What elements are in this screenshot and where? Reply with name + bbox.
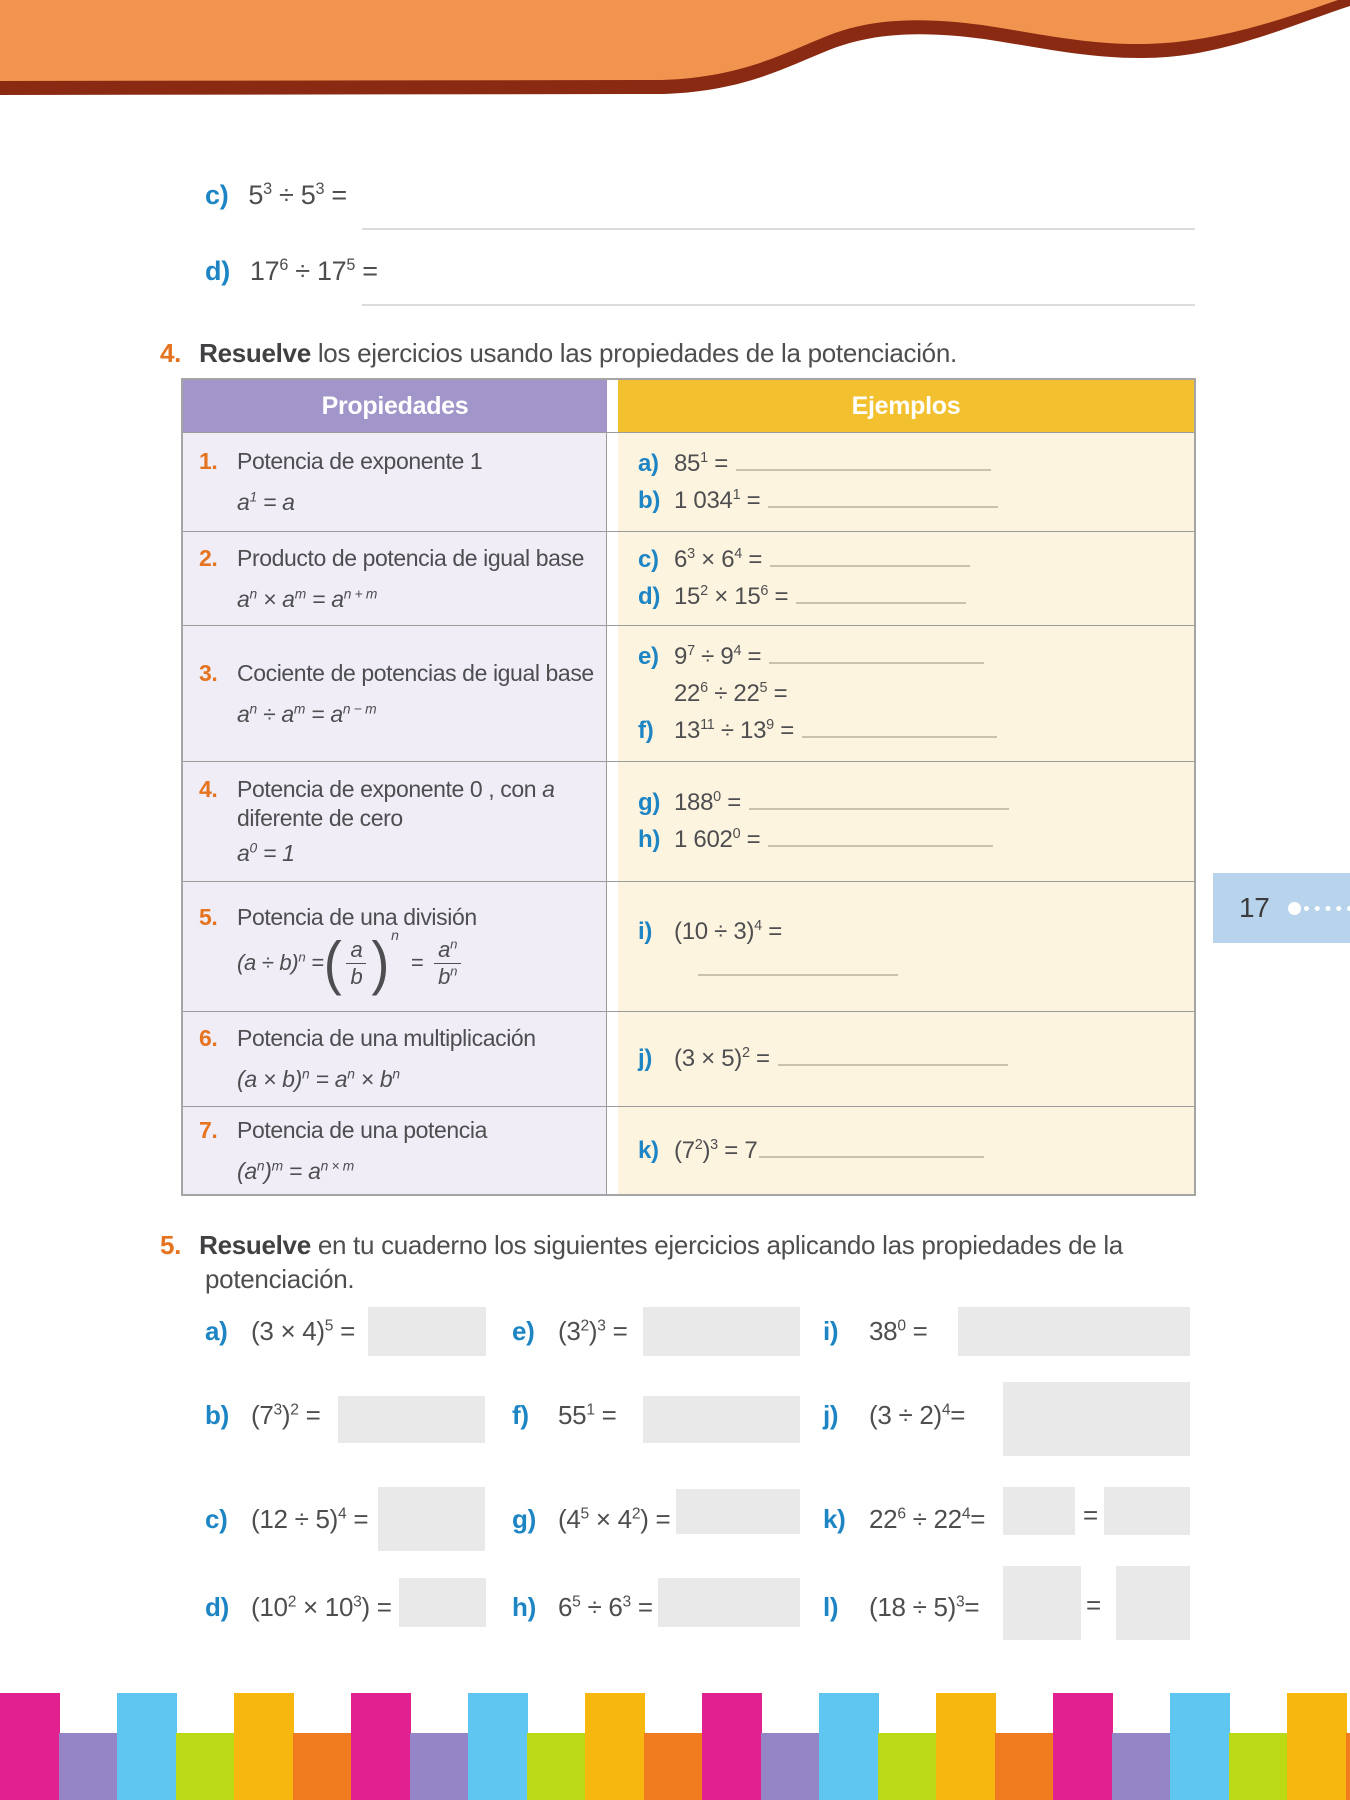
answer-box-e[interactable]	[643, 1307, 800, 1356]
footer-bar	[468, 1693, 528, 1800]
page-number-tab[interactable]	[1213, 873, 1350, 943]
table-row	[183, 882, 1194, 1012]
answer-box-h[interactable]	[658, 1578, 800, 1627]
example-expression: $85^1$ =	[674, 449, 728, 477]
example-expression: $(10 \div 3)^4$ =	[674, 917, 782, 945]
item-letter: l)	[823, 1592, 839, 1622]
exercise5-item-d	[205, 1592, 392, 1623]
example-letter: e)	[638, 642, 659, 670]
item-expression: $(3 \div 2)^4=$	[869, 1400, 966, 1430]
property-number: 5.	[199, 903, 218, 930]
exercise-number: 4.	[160, 338, 182, 368]
item-expression: $6^5 \div 6^3$ =	[558, 1592, 653, 1622]
item-letter: b)	[205, 1400, 229, 1430]
examples-cell	[618, 532, 1194, 625]
item-letter: c)	[205, 180, 229, 210]
table-row	[183, 762, 1194, 882]
column-gap	[607, 380, 618, 432]
answer-box-d[interactable]	[399, 1578, 486, 1627]
exercise5-item-b	[205, 1400, 320, 1431]
exercise5-heading: 5. Resuelve en tu cuaderno los siguientes ejercicios aplicando las propiedades de la potenciación.	[160, 1230, 1123, 1294]
footer-bar	[585, 1693, 645, 1800]
answer-line[interactable]	[768, 494, 998, 508]
item-expression: $(12 \div 5)^4$ =	[251, 1504, 369, 1534]
footer-color-bars	[0, 1690, 1350, 1800]
answer-line[interactable]	[749, 796, 1009, 810]
property-cell	[183, 433, 607, 531]
example-expression: $13^{11} \div 13^9$ =	[674, 716, 794, 744]
answer-line[interactable]	[698, 962, 898, 976]
property-cell	[183, 532, 607, 625]
footer-bar	[1287, 1693, 1347, 1800]
dot-icon	[1288, 902, 1301, 915]
property-title: Potencia de una potencia	[237, 1116, 487, 1143]
answer-line[interactable]	[770, 553, 970, 567]
item-expression: $17^6 \div 17^5$ =	[249, 256, 378, 286]
property-number: 4.	[199, 776, 218, 802]
example-letter: g)	[638, 789, 661, 816]
footer-bar	[293, 1733, 353, 1800]
exercise5-item-l	[823, 1592, 979, 1623]
footer-bar	[1170, 1693, 1230, 1800]
footer-bar	[936, 1693, 996, 1800]
exercise5-item-j	[823, 1400, 965, 1431]
footer-bar	[1112, 1733, 1172, 1800]
footer-bar	[878, 1733, 938, 1800]
property-number: 3.	[199, 659, 218, 686]
example-letter: j)	[638, 1045, 653, 1072]
item-expression: $(3 \times 4)^5$ =	[251, 1316, 355, 1346]
answer-box-a[interactable]	[368, 1307, 486, 1356]
item-expression: $38^0$ =	[869, 1316, 928, 1346]
example-letter: i)	[638, 917, 653, 945]
answer-box-g[interactable]	[676, 1489, 800, 1534]
property-title: Potencia de exponente 1	[237, 448, 483, 474]
property-formula: $a^n \times a^m = a^{n + m}$	[237, 585, 378, 612]
property-cell	[183, 626, 607, 761]
example-letter: k)	[638, 1136, 659, 1164]
property-formula: $a^0 = 1$	[237, 840, 295, 866]
item-letter: h)	[512, 1592, 536, 1622]
examples-cell	[618, 1012, 1194, 1106]
exercise3-item-c	[205, 180, 347, 211]
footer-bar	[1229, 1733, 1289, 1800]
footer-bar	[702, 1693, 762, 1800]
equals-sign: =	[1083, 1500, 1098, 1530]
footer-bar	[527, 1733, 587, 1800]
answer-box-c[interactable]	[378, 1487, 485, 1551]
property-title: Cociente de potencias de igual base	[237, 659, 594, 686]
answer-box-l2[interactable]	[1116, 1566, 1190, 1640]
example-expression: $22^6 \div 22^5$ =	[674, 679, 788, 707]
item-letter: j)	[823, 1400, 839, 1430]
footer-bar	[117, 1693, 177, 1800]
exercise5-item-h	[512, 1592, 653, 1623]
example-expression: 1 $602^0$ =	[674, 826, 761, 853]
property-formula: $(a^n)^m = a^{n \times m}$	[237, 1157, 354, 1184]
item-letter: i)	[823, 1316, 839, 1346]
item-expression: $5^3 \div 5^3$ =	[248, 180, 347, 210]
exercise-number: 5.	[160, 1230, 182, 1260]
footer-bar	[234, 1693, 294, 1800]
example-expression: $9^7 \div 9^4$ =	[674, 642, 762, 670]
table-row	[183, 1012, 1194, 1107]
table-row	[183, 1107, 1194, 1194]
answer-box-i[interactable]	[958, 1307, 1190, 1356]
answer-line[interactable]	[778, 1052, 1008, 1066]
equals-sign: =	[1086, 1590, 1101, 1620]
answer-line[interactable]	[802, 724, 997, 738]
property-formula: $a^1 = a$	[237, 489, 295, 515]
example-expression: $(3 \times 5)^2$ =	[674, 1045, 770, 1072]
examples-cell	[618, 1107, 1194, 1194]
example-expression: $(7^2)^3 = 7$	[674, 1136, 758, 1164]
item-expression: $(10^2 \times 10^3)$ =	[251, 1592, 392, 1622]
property-number: 7.	[199, 1116, 218, 1143]
property-title: Potencia de una multiplicación	[237, 1025, 536, 1051]
item-letter: k)	[823, 1504, 846, 1534]
item-expression: $(3^2)^3$ =	[558, 1316, 628, 1346]
answer-box-b[interactable]	[338, 1396, 485, 1443]
example-letter: a)	[638, 449, 659, 477]
footer-bar	[644, 1733, 704, 1800]
table-row	[183, 626, 1194, 762]
dotted-line	[1304, 906, 1350, 911]
footer-bar	[59, 1733, 119, 1800]
footer-bar	[819, 1693, 879, 1800]
exercise5-item-f	[512, 1400, 617, 1431]
table-row	[183, 433, 1194, 532]
answer-line[interactable]	[362, 228, 1195, 230]
header-wave	[0, 0, 1350, 135]
examples-cell	[618, 433, 1194, 531]
item-letter: c)	[205, 1504, 228, 1534]
answer-line[interactable]	[768, 833, 993, 847]
examples-cell	[618, 626, 1194, 761]
answer-box-k2[interactable]	[1104, 1487, 1190, 1535]
footer-bar	[410, 1733, 470, 1800]
property-title: Producto de potencia de igual base	[237, 544, 584, 571]
answer-line[interactable]	[362, 304, 1195, 306]
answer-line[interactable]	[736, 457, 991, 471]
exercise5-item-c	[205, 1504, 368, 1535]
exercise5-item-a	[205, 1316, 355, 1347]
item-expression: $(18 \div 5)^3=$	[869, 1592, 980, 1622]
property-title: Potencia de una división	[237, 903, 477, 930]
property-cell	[183, 1012, 607, 1106]
page-number: 17	[1239, 892, 1270, 923]
item-expression: $55^1$ =	[558, 1400, 617, 1430]
examples-header: Ejemplos	[618, 380, 1194, 432]
example-expression: $15^2 \times 15^6$ =	[674, 583, 789, 610]
footer-bar	[0, 1693, 60, 1800]
item-expression: $(4^5 \times 4^2)$ =	[558, 1504, 671, 1534]
exercise5-item-i	[823, 1316, 928, 1347]
examples-cell	[618, 762, 1194, 881]
item-letter: d)	[205, 256, 230, 286]
property-number: 1.	[199, 448, 218, 474]
property-cell	[183, 1107, 607, 1194]
item-expression: $22^6 \div 22^4=$	[869, 1504, 986, 1534]
answer-box-k1[interactable]	[1003, 1487, 1075, 1535]
answer-line[interactable]	[769, 650, 984, 664]
item-letter: f)	[512, 1400, 529, 1430]
property-number: 6.	[199, 1025, 218, 1051]
example-expression: $6^3 \times 6^4$ =	[674, 546, 763, 573]
property-number: 2.	[199, 544, 218, 571]
exercise5-item-g	[512, 1504, 670, 1535]
example-letter: d)	[638, 583, 661, 610]
exercise4-heading: 4. Resuelve los ejercicios usando las propiedades de la potenciación.	[160, 338, 957, 368]
footer-bar	[1346, 1733, 1350, 1800]
answer-line[interactable]	[796, 590, 966, 604]
exercise3-item-d	[205, 256, 378, 287]
example-letter: h)	[638, 826, 661, 853]
item-letter: g)	[512, 1504, 536, 1534]
item-letter: d)	[205, 1592, 229, 1622]
property-formula: $(a \times b)^n = a^n \times b^n$	[237, 1066, 400, 1092]
answer-box-j[interactable]	[1003, 1382, 1190, 1456]
examples-cell	[618, 882, 1194, 1011]
example-letter: b)	[638, 486, 661, 514]
example-expression: $188^0$ =	[674, 789, 741, 816]
answer-box-l1[interactable]	[1003, 1566, 1081, 1640]
table-header-row	[183, 380, 1194, 433]
item-letter: e)	[512, 1316, 535, 1346]
property-cell	[183, 882, 607, 1011]
footer-bar	[176, 1733, 236, 1800]
property-formula: $a^n \div a^m = a^{n - m}$	[237, 700, 377, 727]
example-letter: c)	[638, 546, 659, 573]
example-letter: f)	[638, 716, 654, 744]
property-cell	[183, 762, 607, 881]
footer-bar	[761, 1733, 821, 1800]
exercise5-item-e	[512, 1316, 627, 1347]
answer-line[interactable]	[759, 1144, 984, 1158]
table-row	[183, 532, 1194, 626]
item-expression: $(7^3)^2$ =	[251, 1400, 321, 1430]
properties-table	[181, 378, 1196, 1196]
item-letter: a)	[205, 1316, 228, 1346]
property-title-line2: diferente de cero	[237, 805, 403, 831]
properties-header: Propiedades	[183, 380, 607, 432]
answer-box-f[interactable]	[643, 1396, 800, 1443]
footer-bar	[1053, 1693, 1113, 1800]
footer-bar	[351, 1693, 411, 1800]
property-title: Potencia de exponente 0 , con a	[237, 776, 555, 802]
example-expression: 1 $034^1$ =	[674, 486, 761, 514]
division-power-formula: $(a \div b)^n$ = ( a b ) n = $\frac{a^n}{b^n}$	[237, 937, 600, 990]
exercise5-item-k	[823, 1504, 985, 1535]
footer-bar	[995, 1733, 1055, 1800]
